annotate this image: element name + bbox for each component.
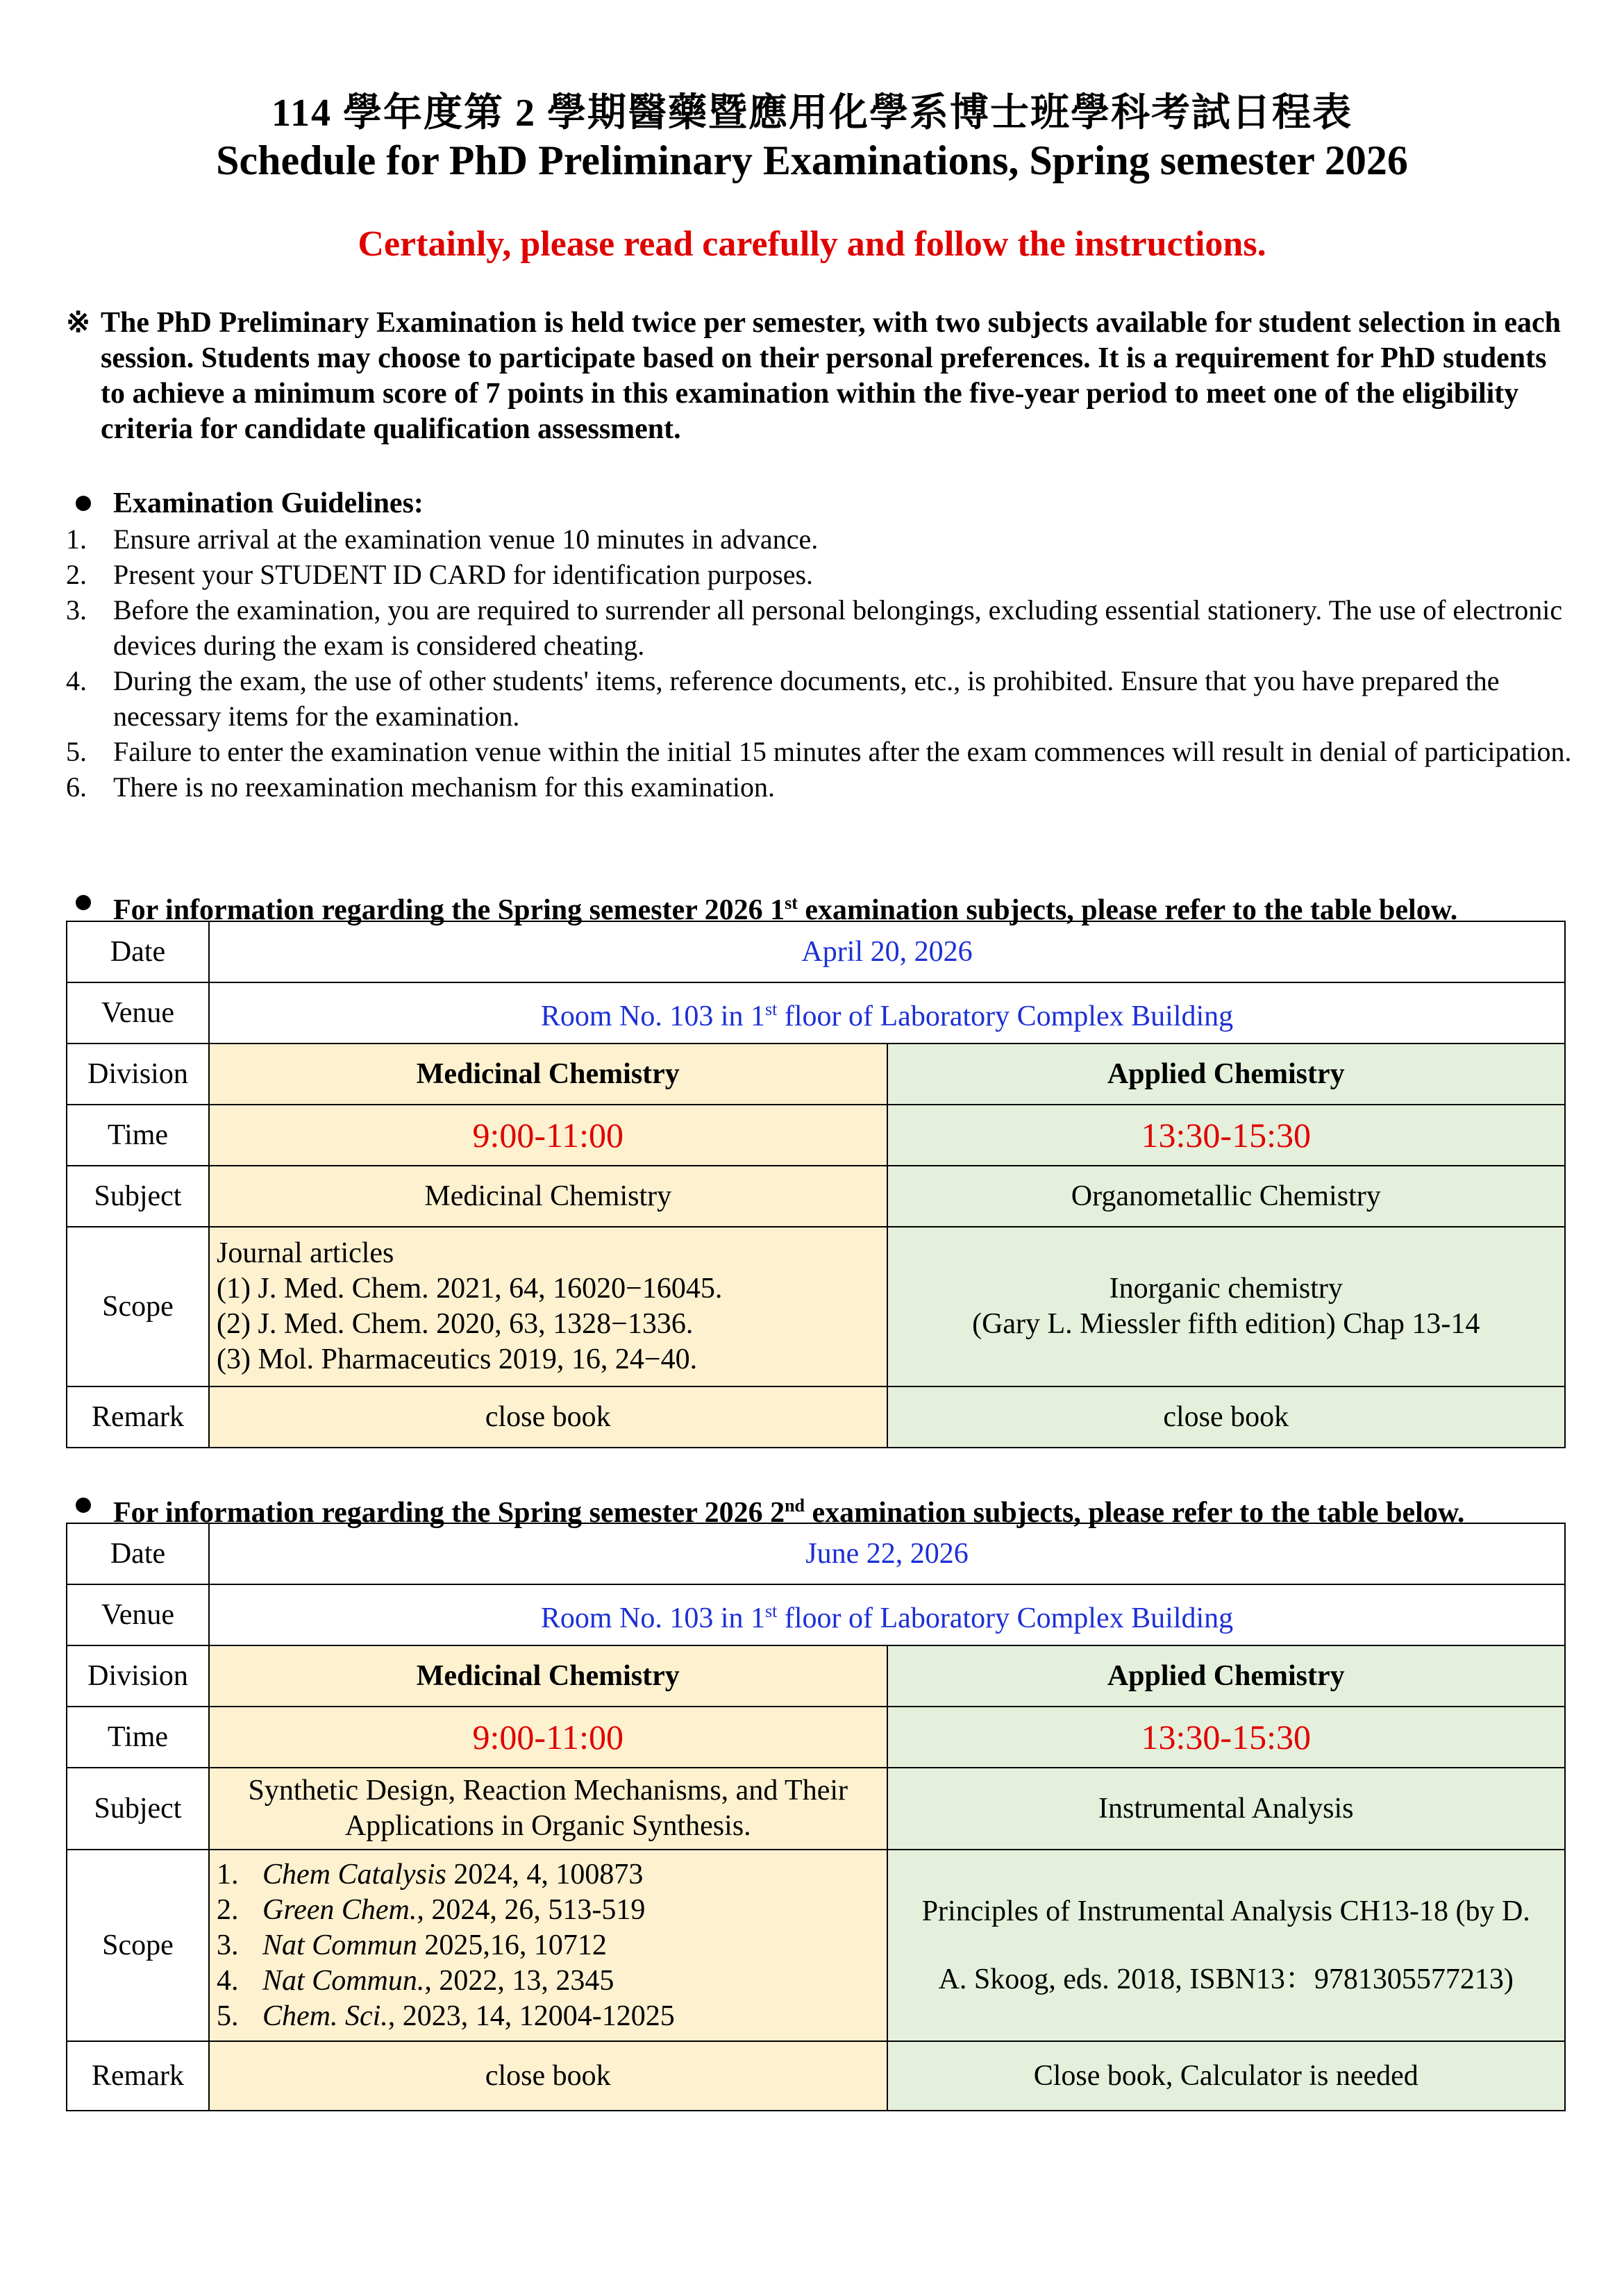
scope-number: 5. <box>217 2000 239 2032</box>
guideline-text: During the exam, the use of other students' items, reference documents, etc., is prohibited. Ensure that you have prepared the necessary items for the examination. <box>113 665 1500 732</box>
exam2-date: June 22, 2026 <box>209 1523 1565 1584</box>
table-row <box>67 1645 1565 1707</box>
exam1-heading-text: For information regarding the Spring semester 2026 1 <box>113 894 785 926</box>
guideline-item <box>66 734 1573 769</box>
guideline-text: Ensure arrival at the examination venue 10 minutes in advance. <box>113 523 819 555</box>
exam2-med-scope <box>209 1850 887 2041</box>
scope-line: A. Skoog, eds. 2018, ISBN13：9781305577213) <box>938 1963 1514 1995</box>
exam1-venue <box>209 982 1565 1044</box>
exam2-heading-text: For information regarding the Spring semester 2026 2 <box>113 1497 785 1529</box>
exam1-med-division: Medicinal Chemistry <box>209 1044 887 1105</box>
scope-number: 2. <box>217 1893 239 1926</box>
bullet-icon <box>76 1498 91 1513</box>
table-row <box>67 1386 1565 1448</box>
venue-text: Room No. 103 in 1 <box>540 1000 766 1032</box>
exam2-med-time: 9:00-11:00 <box>209 1707 887 1768</box>
guideline-number: 4. <box>66 665 87 696</box>
exam1-app-subject: Organometallic Chemistry <box>887 1166 1566 1227</box>
guideline-text: Present your STUDENT ID CARD for identification purposes. <box>113 559 814 590</box>
exam2-heading-text-end: examination subjects, please refer to the table below. <box>805 1497 1465 1529</box>
guideline-item <box>66 592 1573 663</box>
guideline-text: Failure to enter the examination venue within the initial 15 minutes after the exam commences will result in denial of participation. <box>113 736 1572 767</box>
bullet-icon <box>76 895 91 910</box>
table-row <box>67 1768 1565 1850</box>
bullet-icon <box>76 496 91 511</box>
guideline-text: There is no reexamination mechanism for this examination. <box>113 771 776 803</box>
guideline-item <box>66 557 1573 592</box>
table-row <box>67 1044 1565 1105</box>
scope-list <box>217 1857 880 2034</box>
table-row <box>67 921 1565 982</box>
subject-label: Subject <box>67 1768 209 1850</box>
guideline-number: 3. <box>66 594 87 626</box>
venue-text-end: floor of Laboratory Complex Building <box>777 1602 1234 1634</box>
table-row <box>67 1227 1565 1386</box>
guideline-item <box>66 663 1573 734</box>
guideline-item <box>66 521 1573 557</box>
journal-name: Chem Catalysis <box>262 1858 446 1891</box>
journal-name: Chem. Sci. <box>262 2000 388 2032</box>
time-label: Time <box>67 1707 209 1768</box>
exam1-app-scope <box>887 1227 1566 1386</box>
venue-sup: st <box>765 999 778 1019</box>
scope-number: 3. <box>217 1929 239 1961</box>
exam2-med-subject: Synthetic Design, Reaction Mechanisms, and Their Applications in Organic Synthesis. <box>209 1768 887 1850</box>
guideline-number: 2. <box>66 559 87 590</box>
table-row <box>67 1850 1565 2041</box>
remark-label: Remark <box>67 1386 209 1448</box>
guidelines-section <box>66 486 1573 805</box>
scope-item <box>217 1893 880 1928</box>
exam1-table <box>66 921 1566 1448</box>
exam1-med-remark: close book <box>209 1386 887 1448</box>
date-label: Date <box>67 921 209 982</box>
exam2-app-remark: Close book, Calculator is needed <box>887 2041 1566 2111</box>
scope-number: 1. <box>217 1858 239 1891</box>
scope-item <box>217 1857 880 1893</box>
exam2-med-remark: close book <box>209 2041 887 2111</box>
guideline-text: Before the examination, you are required to surrender all personal belongings, excluding essential stationery. The use of electronic devices during the exam is considered cheating. <box>113 594 1563 661</box>
exam1-heading-text-end: examination subjects, please refer to the table below. <box>797 894 1458 926</box>
exam1-med-time: 9:00-11:00 <box>209 1105 887 1166</box>
guidelines-heading-text: Examination Guidelines: <box>113 487 424 519</box>
division-label: Division <box>67 1044 209 1105</box>
scope-item <box>217 1928 880 1963</box>
title-english: Schedule for PhD Preliminary Examinations, Spring semester 2026 <box>216 137 1408 183</box>
guideline-number: 5. <box>66 736 87 767</box>
exam2-heading-sup: nd <box>785 1495 805 1516</box>
journal-name: Green Chem. <box>262 1893 417 1926</box>
journal-name: Nat Commun. <box>262 1964 425 1997</box>
citation-detail: , 2023, 14, 12004-12025 <box>387 2000 675 2032</box>
scope-line: (1) J. Med. Chem. 2021, 64, 16020−16045. <box>217 1273 723 1305</box>
guideline-number: 1. <box>66 523 87 555</box>
table-row <box>67 1707 1565 1768</box>
citation-detail: 2024, 4, 100873 <box>446 1858 644 1891</box>
exam1-heading-sup: st <box>785 893 798 913</box>
scope-item <box>217 1963 880 1999</box>
scope-line: (Gary L. Miessler fifth edition) Chap 13-14 <box>972 1308 1480 1340</box>
exam2-venue <box>209 1584 1565 1645</box>
intro-paragraph <box>66 305 1573 447</box>
scope-number: 4. <box>217 1964 239 1997</box>
guideline-item <box>66 769 1573 805</box>
exam2-table <box>66 1523 1566 2111</box>
exam1-app-division: Applied Chemistry <box>887 1044 1566 1105</box>
guideline-number: 6. <box>66 771 87 803</box>
exam1-app-remark: close book <box>887 1386 1566 1448</box>
remark-label: Remark <box>67 2041 209 2111</box>
exam1-date: April 20, 2026 <box>209 921 1565 982</box>
guidelines-heading <box>66 486 1573 521</box>
exam1-app-time: 13:30-15:30 <box>887 1105 1566 1166</box>
exam1-med-scope <box>209 1227 887 1386</box>
citation-detail: , 2024, 26, 513-519 <box>417 1893 646 1926</box>
exam2-app-time: 13:30-15:30 <box>887 1707 1566 1768</box>
exam2-app-scope <box>887 1850 1566 2041</box>
scope-line: Principles of Instrumental Analysis CH13-18 (by D. <box>921 1895 1530 1927</box>
table-row <box>67 1523 1565 1584</box>
venue-text-end: floor of Laboratory Complex Building <box>777 1000 1234 1032</box>
citation-detail: , 2022, 13, 2345 <box>424 1964 614 1997</box>
exam2-med-division: Medicinal Chemistry <box>209 1645 887 1707</box>
date-label: Date <box>67 1523 209 1584</box>
notice-text: Certainly, please read carefully and follow the instructions. <box>358 224 1266 264</box>
table-row <box>67 1166 1565 1227</box>
table-row <box>67 1584 1565 1645</box>
journal-name: Nat Commun <box>262 1929 417 1961</box>
exam2-app-division: Applied Chemistry <box>887 1645 1566 1707</box>
scope-line: Journal articles <box>217 1237 394 1269</box>
scope-line: (3) Mol. Pharmaceutics 2019, 16, 24−40. <box>217 1343 698 1375</box>
venue-label: Venue <box>67 1584 209 1645</box>
intro-text: The PhD Preliminary Examination is held twice per semester, with two subjects available for student selection in each session. Students may choose to participate based on their personal preferences. It is a requirement for PhD students to achieve a minimum score of 7 points in this examination within the five-year period to meet one of the eligibility criteria for candidate qualification assessment. <box>101 307 1561 445</box>
exam2-app-subject: Instrumental Analysis <box>887 1768 1566 1850</box>
scope-line: (2) J. Med. Chem. 2020, 63, 1328−1336. <box>217 1308 694 1340</box>
scope-label: Scope <box>67 1227 209 1386</box>
scope-line: Inorganic chemistry <box>1109 1273 1343 1305</box>
table-row <box>67 982 1565 1044</box>
scope-item <box>217 1999 880 2034</box>
venue-sup: st <box>765 1601 778 1621</box>
exam1-med-subject: Medicinal Chemistry <box>209 1166 887 1227</box>
scope-label: Scope <box>67 1850 209 2041</box>
venue-label: Venue <box>67 982 209 1044</box>
title-chinese: 114 學年度第 2 學期醫藥暨應用化學系博士班學科考試日程表 <box>271 92 1353 135</box>
guidelines-list <box>66 521 1573 805</box>
subject-label: Subject <box>67 1166 209 1227</box>
table-row <box>67 2041 1565 2111</box>
venue-text: Room No. 103 in 1 <box>540 1602 766 1634</box>
time-label: Time <box>67 1105 209 1166</box>
reference-mark: ※ <box>66 307 91 339</box>
division-label: Division <box>67 1645 209 1707</box>
citation-detail: 2025,16, 10712 <box>417 1929 607 1961</box>
table-row <box>67 1105 1565 1166</box>
